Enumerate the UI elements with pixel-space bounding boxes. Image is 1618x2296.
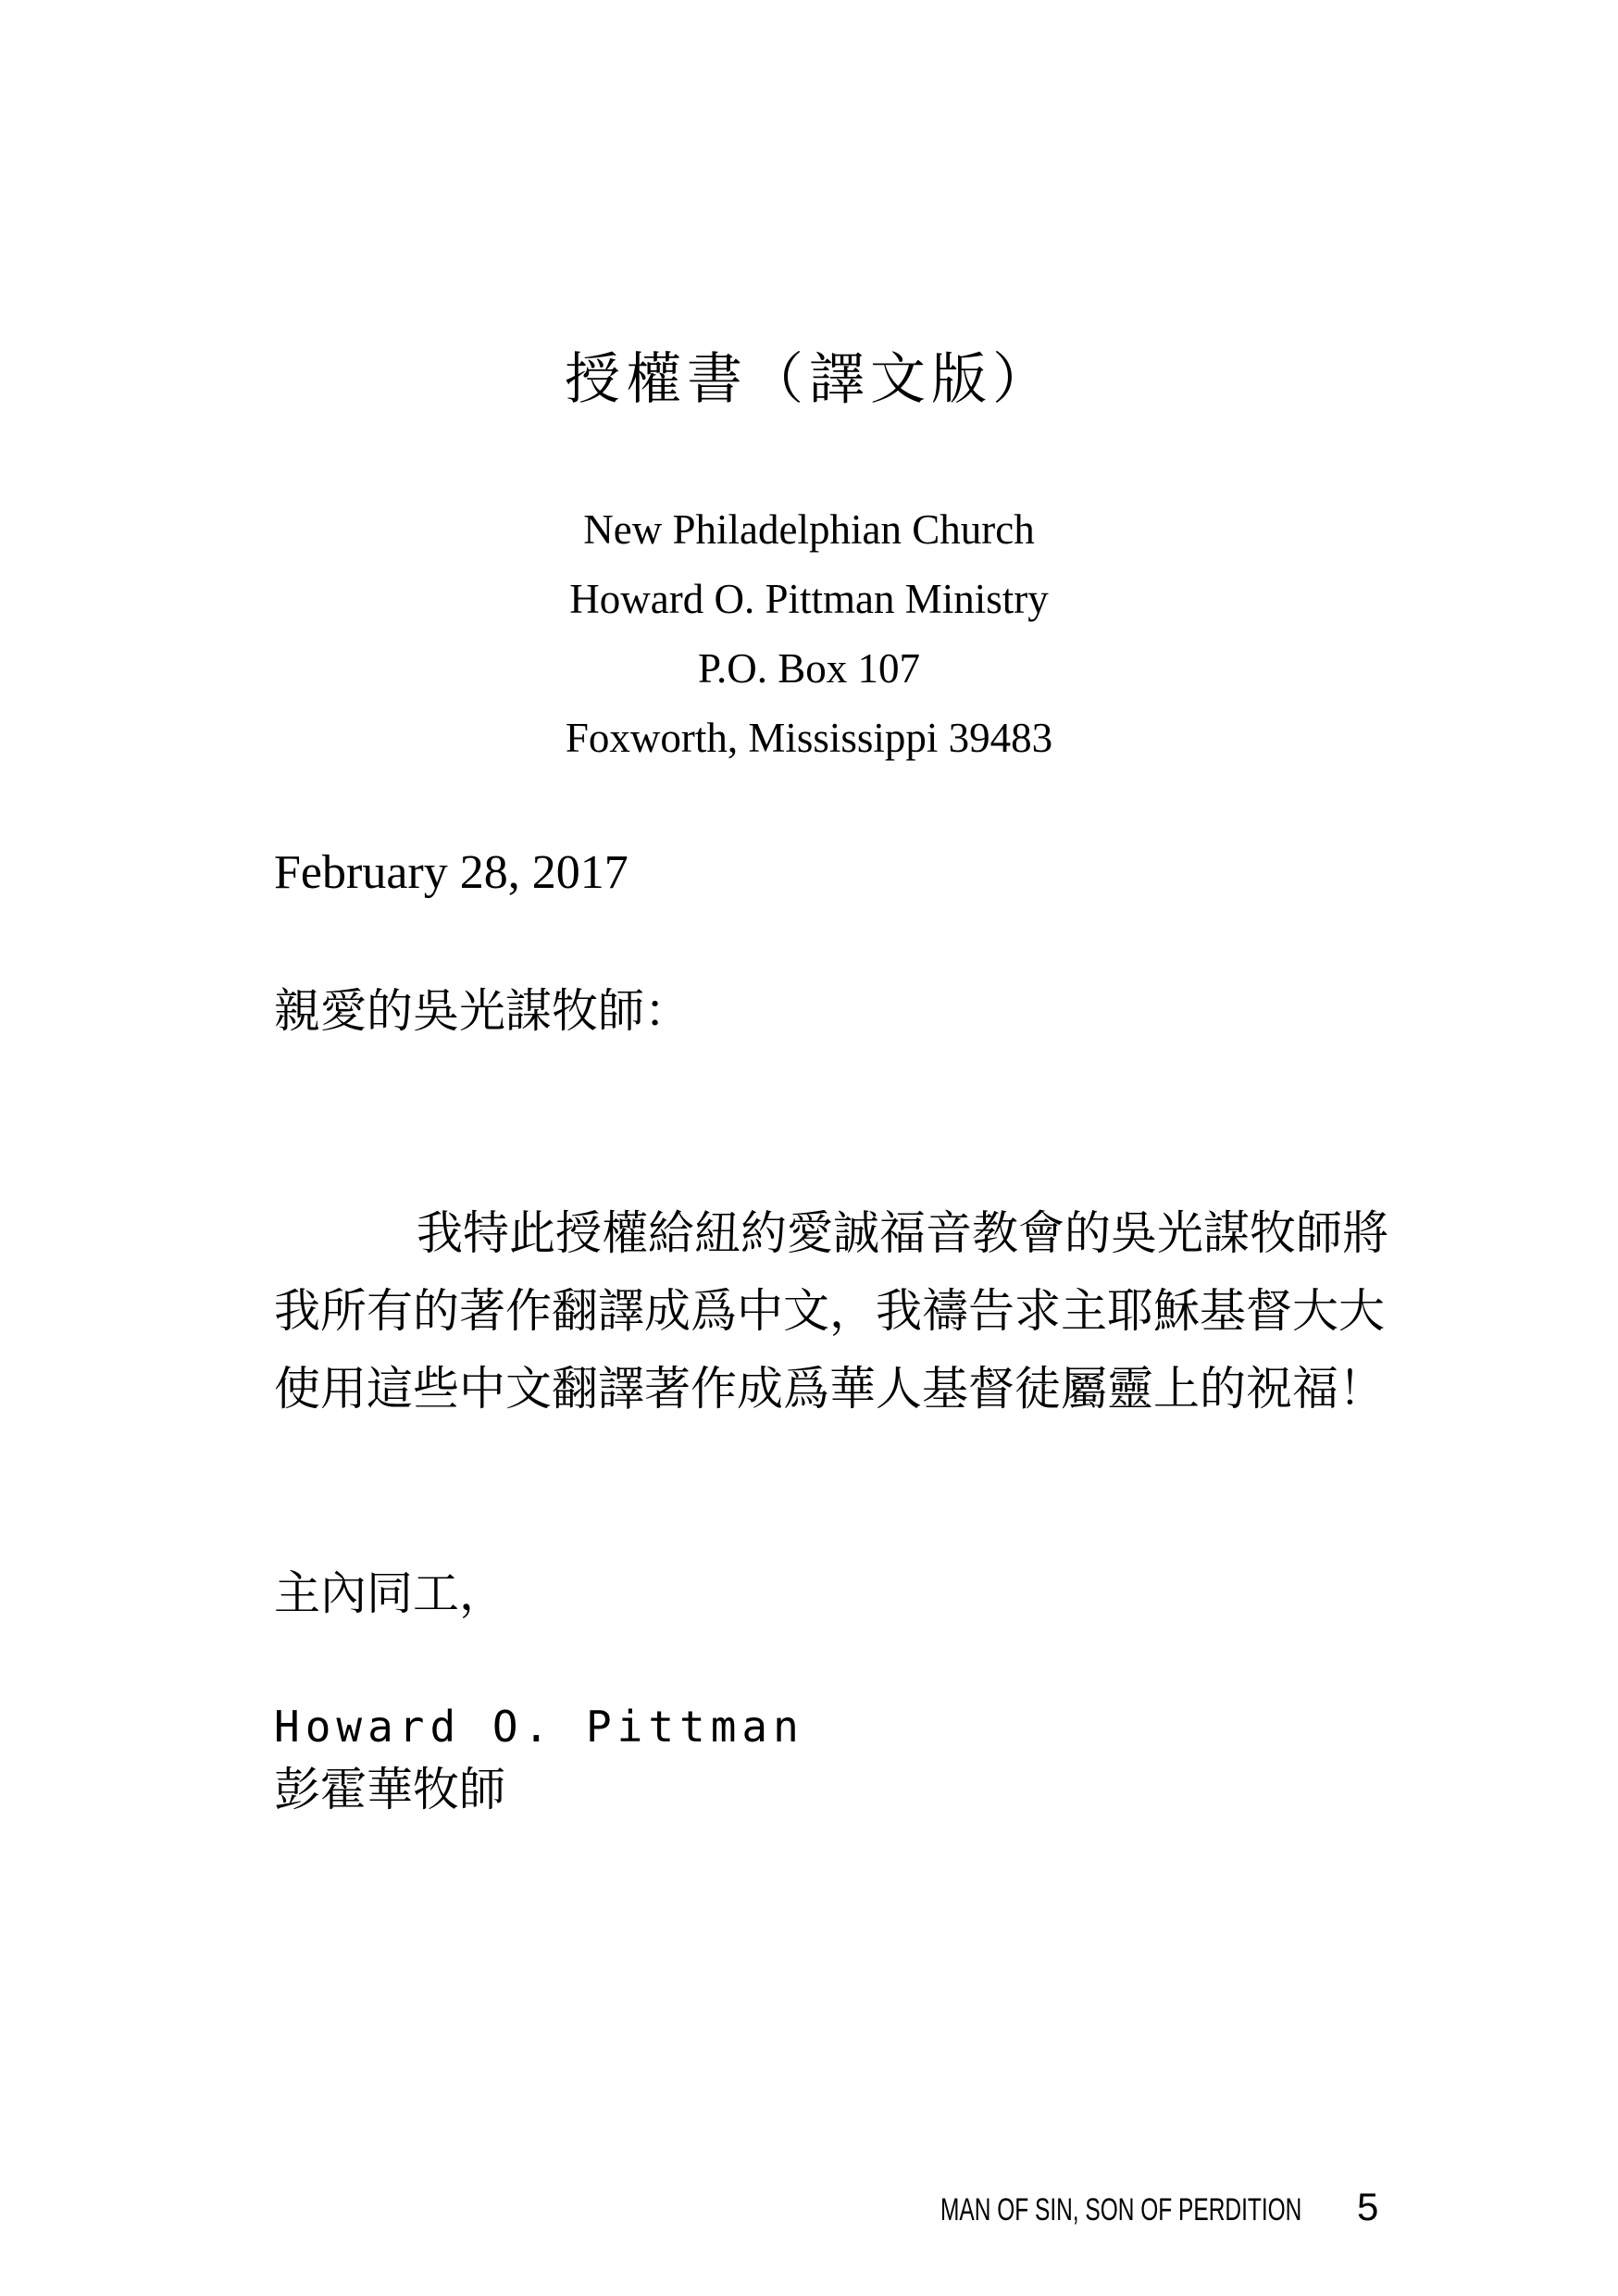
page-title: 授權書（譯文版） xyxy=(565,347,1053,412)
signature-chinese-name: 彭霍華牧師 xyxy=(274,1763,505,1816)
page-number: 5 xyxy=(1357,2185,1379,2228)
address-line-ministry: Howard O. Pittman Ministry xyxy=(569,576,1049,622)
closing: 主內同工， xyxy=(274,1566,505,1620)
address-block xyxy=(0,495,1618,773)
body-line: 使用這些中文翻譯著作成爲華人基督徒屬靈上的祝福！ xyxy=(274,1362,1385,1416)
letter-date: February 28, 2017 xyxy=(274,846,629,899)
signature-name: Howard O. Pittman xyxy=(274,1702,804,1752)
address-line-city: Foxworth, Mississippi 39483 xyxy=(565,715,1053,761)
salutation: 親愛的吳光謀牧師： xyxy=(274,984,691,1038)
address-line-church: New Philadelphian Church xyxy=(583,506,1035,553)
signature-block xyxy=(274,1696,804,1822)
body-line: 我所有的著作翻譯成爲中文，我禱告求主耶穌基督大大 xyxy=(274,1284,1385,1338)
letter-body xyxy=(274,1194,1496,1428)
address-line-po-box: P.O. Box 107 xyxy=(697,645,921,692)
running-footer-title: MAN OF SIN, SON OF PERDITION xyxy=(940,2192,1302,2227)
body-line: 我特此授權給紐約愛誠福音教會的吳光謀牧師將 xyxy=(417,1206,1388,1260)
